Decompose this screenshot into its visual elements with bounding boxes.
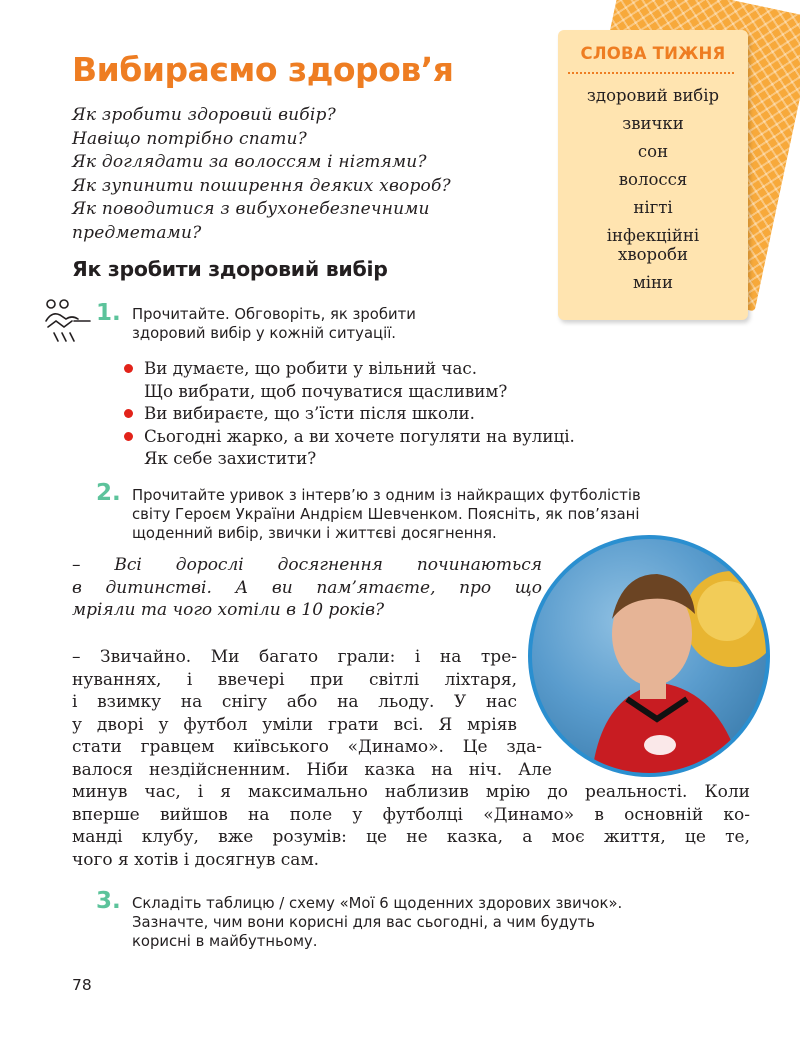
situation-list bbox=[122, 357, 575, 470]
task-number: 1. bbox=[96, 300, 121, 326]
interview-line: манді клубу, вже розумів: це не казка, а моє життя, це те, bbox=[72, 827, 750, 847]
task-line: Складіть таблицю / схему «Мої 6 щоденних здорових звичок». bbox=[132, 895, 623, 912]
interview-line: минув час, і я максимально наблизив мрію до реальності. Коли bbox=[72, 782, 750, 802]
interview-question bbox=[72, 554, 542, 622]
word-list bbox=[558, 86, 748, 301]
question-line: Як зупинити поширення деяких хвороб? bbox=[72, 175, 451, 196]
page-title: Вибираємо здоров’я bbox=[72, 50, 454, 89]
page-number: 78 bbox=[72, 976, 92, 994]
list-item: Сьогодні жарко, а ви хочете погуляти на вулиці. bbox=[122, 425, 575, 448]
task-line: здоровий вибір у кожній ситуації. bbox=[132, 325, 397, 342]
interview-line: в дитинстві. А ви пам’ятаєте, про що bbox=[72, 577, 542, 598]
task-line: Прочитайте. Обговоріть, як зробити bbox=[132, 306, 416, 323]
interview-line: нуваннях, і ввечері при світлі ліхтаря, bbox=[72, 669, 517, 690]
section-heading: Як зробити здоровий вибір bbox=[72, 257, 388, 281]
word-item: здоровий вибір bbox=[586, 86, 720, 105]
interview-line: валося нездійсненним. Ніби казка на ніч. Але bbox=[72, 759, 552, 780]
task-line: Зазначте, чим вони корисні для вас сьогодні, а чим будуть bbox=[132, 914, 595, 931]
task-number: 2. bbox=[96, 480, 121, 506]
task-number: 3. bbox=[96, 888, 121, 914]
card-title: СЛОВА ТИЖНЯ bbox=[580, 44, 726, 63]
interview-line: вперше вийшов на поле у футболці «Динамо» в основній ко- bbox=[72, 804, 750, 825]
question-line: Як зробити здоровий вибір? bbox=[72, 105, 336, 125]
word-item: міни bbox=[632, 273, 674, 292]
task-2-instructions bbox=[132, 486, 641, 543]
list-item-continuation: Що вибрати, щоб почуватися щасливим? bbox=[144, 380, 508, 401]
list-item-continuation: Як себе захистити? bbox=[144, 448, 317, 468]
interview-line: і взимку на снігу або на льоду. У нас bbox=[72, 692, 517, 712]
task-line: корисні в майбутньому. bbox=[132, 933, 318, 950]
question-line: Як доглядати за волоссям і нігтями? bbox=[72, 152, 427, 172]
interview-line: у дворі у футбол уміли грати всі. Я мріяв bbox=[72, 714, 517, 735]
interview-line: стати гравцем київського «Динамо». Це зда- bbox=[72, 737, 542, 757]
dotted-divider bbox=[568, 72, 734, 74]
list-item: Ви думаєте, що робити у вільний час. bbox=[122, 357, 575, 380]
task-1-instructions bbox=[132, 305, 416, 343]
words-of-week-card bbox=[558, 30, 748, 320]
interview-line: мріяли та чого хотіли в 10 років? bbox=[72, 600, 385, 620]
list-item: Ви вибираєте, що з’їсти після школи. bbox=[122, 402, 575, 425]
word-item: сон bbox=[637, 142, 669, 161]
task-3-instructions bbox=[132, 894, 622, 951]
word-item: нігті bbox=[633, 198, 673, 217]
question-line: Як поводитися з вибухонебезпечними bbox=[72, 199, 430, 219]
task-line: щоденний вибір, звички і життєві досягнення. bbox=[132, 525, 497, 542]
task-line: Прочитайте уривок з інтерв’ю з одним із найкращих футболістів bbox=[132, 487, 641, 504]
interview-answer bbox=[72, 646, 750, 871]
interview-line: чого я хотів і досягнув сам. bbox=[72, 849, 320, 870]
question-line: Навіщо потрібно спати? bbox=[72, 128, 307, 149]
intro-questions bbox=[72, 104, 542, 245]
word-item: волосся bbox=[618, 170, 688, 189]
interview-line: – Звичайно. Ми багато грали: і на тре- bbox=[72, 647, 517, 667]
task-line: світу Героєм України Андрієм Шевченком. Поясніть, як пов’язані bbox=[132, 506, 640, 523]
word-item: звички bbox=[622, 114, 684, 133]
word-item: інфекційні хвороби bbox=[606, 226, 700, 264]
pair-work-icon bbox=[42, 297, 98, 345]
question-line: предметами? bbox=[72, 222, 202, 243]
interview-line: – Всі дорослі досягнення починаються bbox=[72, 555, 542, 575]
